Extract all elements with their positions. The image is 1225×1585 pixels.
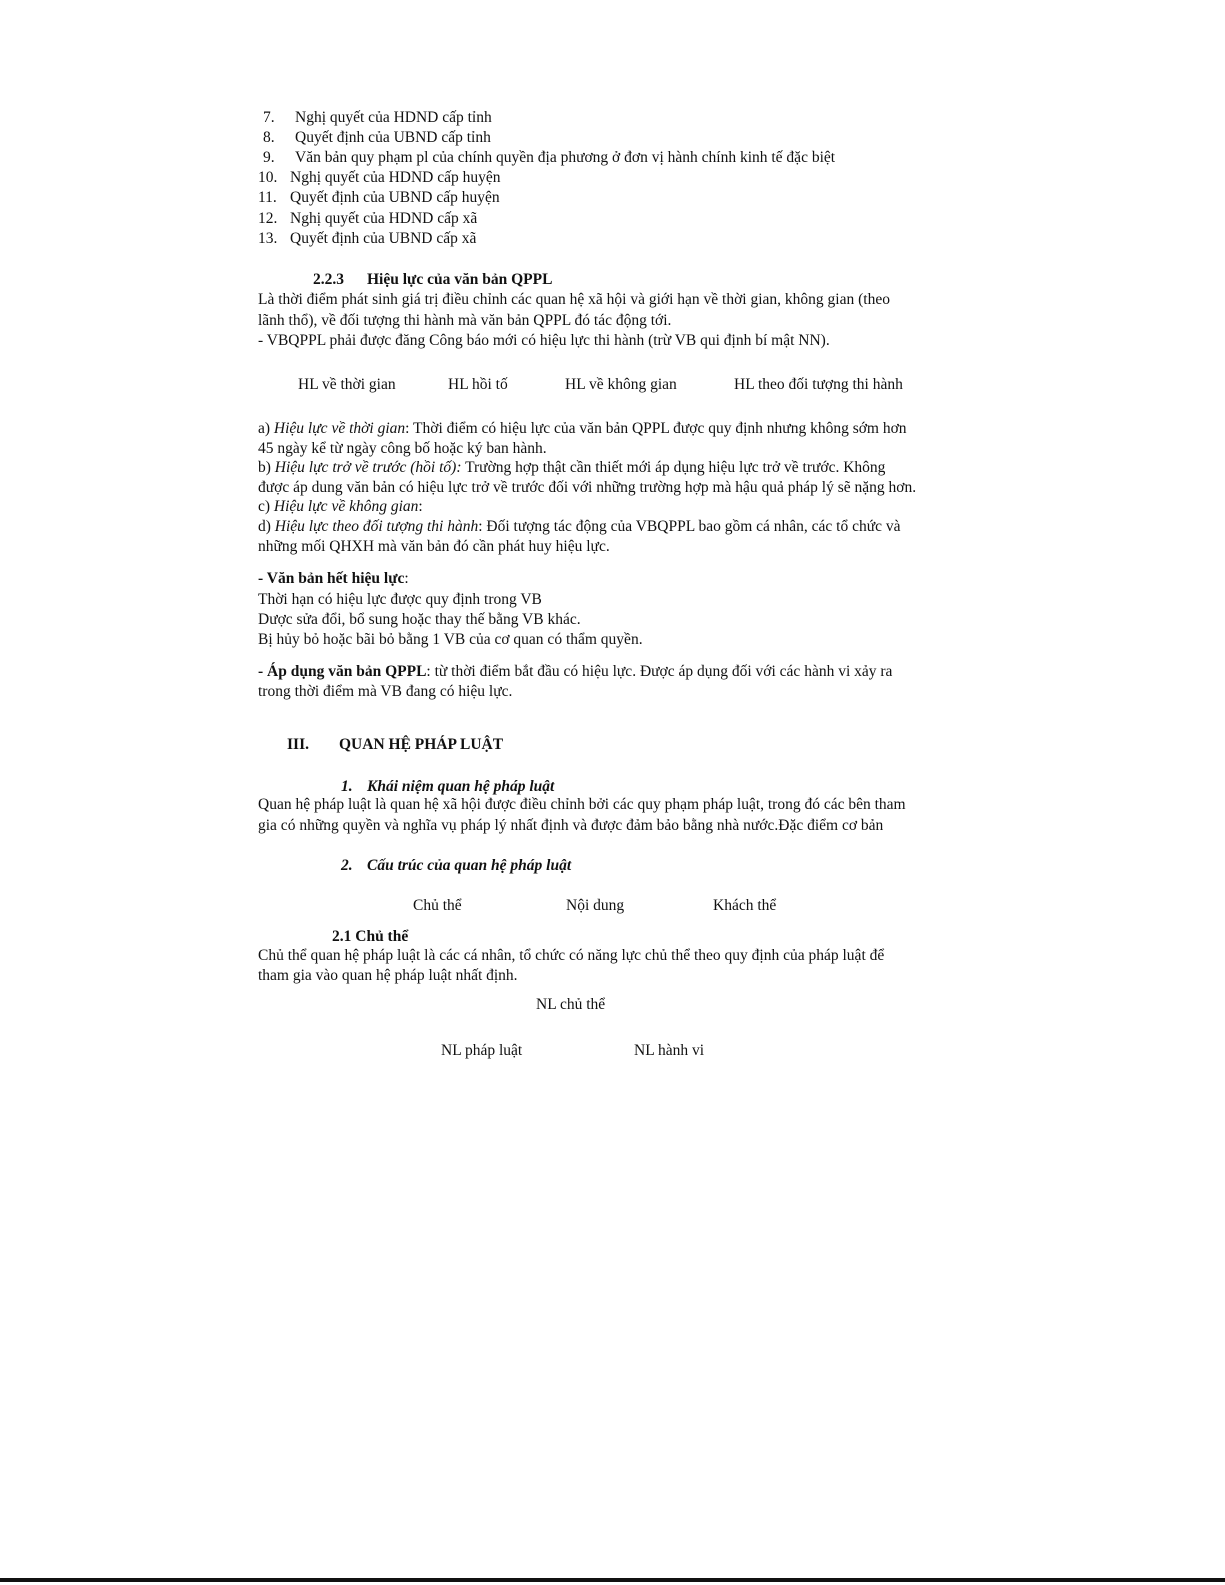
list-number: 9. xyxy=(263,149,275,166)
item-term: Hiệu lực theo đối tượng thi hành xyxy=(274,518,479,535)
list-number: 10. xyxy=(258,169,278,186)
capacity-root-label: NL chủ thể xyxy=(536,996,606,1013)
subsection-title: Cấu trúc của quan hệ pháp luật xyxy=(367,857,572,874)
section-title: Hiệu lực của văn bản QPPL xyxy=(367,271,553,288)
list-number: 7. xyxy=(263,109,275,126)
item-label: a) xyxy=(258,420,274,437)
list-text: Nghị quyết của HDND cấp xã xyxy=(290,210,478,227)
validity-a xyxy=(258,419,907,439)
paragraph-line: Quan hệ pháp luật là quan hệ xã hội được điều chỉnh bởi các quy phạm pháp luật, trong đó các bên tham xyxy=(258,796,906,813)
validity-c xyxy=(258,497,423,517)
subsection-number: 1. xyxy=(341,778,353,795)
list-text: Nghị quyết của HDND cấp huyện xyxy=(290,169,501,186)
capacity-child-label: NL pháp luật xyxy=(441,1042,523,1059)
paragraph-line: 45 ngày kể từ ngày công bố hoặc ký ban hành. xyxy=(258,440,547,457)
list-text: Quyết định của UBND cấp huyện xyxy=(290,189,500,206)
item-label: d) xyxy=(258,518,275,535)
validity-d xyxy=(258,517,901,537)
paragraph-line: - VBQPPL phải được đăng Công báo mới có hiệu lực thi hành (trừ VB qui định bí mật NN). xyxy=(258,332,830,349)
item-term: Hiệu lực về thời gian xyxy=(273,420,406,437)
paragraph-line: lãnh thổ), về đối tượng thi hành mà văn bản QPPL đó tác động tới. xyxy=(258,312,672,329)
section-heading-2-2-3 xyxy=(313,270,552,290)
list-text: Quyết định của UBND cấp xã xyxy=(290,230,477,247)
page-bottom-border xyxy=(0,1578,1225,1582)
apply-paragraph xyxy=(258,662,892,682)
capacity-child-label: NL hành vi xyxy=(634,1042,705,1059)
paragraph-line: tham gia vào quan hệ pháp luật nhất định. xyxy=(258,967,518,984)
structure-label: Chủ thể xyxy=(413,897,462,914)
list-item xyxy=(263,128,491,148)
diagram-label: HL hồi tố xyxy=(448,376,508,393)
section-number: 2.2.3 xyxy=(313,271,344,288)
list-number: 12. xyxy=(258,210,278,227)
expired-item: Dược sửa đổi, bổ sung hoặc thay thế bằng VB khác. xyxy=(258,611,581,628)
section-title: QUAN HỆ PHÁP LUẬT xyxy=(339,736,504,753)
item-text: : xyxy=(418,498,423,515)
list-item xyxy=(258,188,500,208)
paragraph-line: được áp dung văn bản có hiệu lực trở về trước đối với những trường hợp mà hậu quả pháp lý sẽ nặng hơn. xyxy=(258,479,917,496)
expired-colon: : xyxy=(404,570,409,587)
item-text: Trường hợp thật cần thiết mới áp dụng hiệu lực trở về trước. Không xyxy=(461,459,886,476)
section-heading-iii xyxy=(287,735,503,755)
list-item xyxy=(258,229,476,249)
item-term: Hiệu lực về không gian xyxy=(273,498,419,515)
list-number: 11. xyxy=(258,189,277,206)
subsection-heading-1 xyxy=(341,777,554,797)
subsection-heading-2-1: 2.1 Chủ thể xyxy=(332,928,409,945)
expired-label: - Văn bản hết hiệu lực xyxy=(258,570,405,587)
list-item xyxy=(258,168,500,188)
list-text: Văn bản quy phạm pl của chính quyền địa phương ở đơn vị hành chính kinh tế đặc biệt xyxy=(295,149,836,166)
paragraph-line: Là thời điểm phát sinh giá trị điều chỉnh các quan hệ xã hội và giới hạn về thời gian, không gian (theo xyxy=(258,291,890,308)
item-text: : Thời điểm có hiệu lực của văn bản QPPL được quy định nhưng không sớm hơn xyxy=(405,420,907,437)
roman-numeral: III. xyxy=(287,736,309,753)
list-text: Quyết định của UBND cấp tỉnh xyxy=(295,129,491,146)
expired-heading xyxy=(258,569,409,589)
list-text: Nghị quyết của HDND cấp tỉnh xyxy=(295,109,492,126)
subsection-heading-2 xyxy=(341,856,571,876)
apply-label: - Áp dụng văn bản QPPL xyxy=(258,663,427,680)
item-label: c) xyxy=(258,498,274,515)
item-label: b) xyxy=(258,459,275,476)
paragraph-line: Chủ thể quan hệ pháp luật là các cá nhân, tổ chức có năng lực chủ thể theo quy định của pháp luật để xyxy=(258,947,885,964)
paragraph-line: trong thời điểm mà VB đang có hiệu lực. xyxy=(258,683,513,700)
diagram-label: HL về thời gian xyxy=(298,376,396,393)
item-text: : Đối tượng tác động của VBQPPL bao gồm cá nhân, các tổ chức và xyxy=(478,518,901,535)
list-number: 13. xyxy=(258,230,278,247)
structure-label: Nội dung xyxy=(566,897,625,914)
diagram-label: HL về không gian xyxy=(565,376,677,393)
subsection-title: Khái niệm quan hệ pháp luật xyxy=(367,778,555,795)
list-item xyxy=(263,108,492,128)
paragraph-line: những mối QHXH mà văn bản đó cần phát huy hiệu lực. xyxy=(258,538,610,555)
structure-label: Khách thể xyxy=(713,897,777,914)
item-term: Hiệu lực trở về trước (hồi tố): xyxy=(274,459,462,476)
expired-item: Bị hủy bỏ hoặc bãi bỏ bằng 1 VB của cơ quan có thẩm quyền. xyxy=(258,631,643,648)
list-item xyxy=(258,209,477,229)
diagram-label: HL theo đối tượng thi hành xyxy=(734,376,903,393)
paragraph-line: gia có những quyền và nghĩa vụ pháp lý nhất định và được đảm bảo bằng nhà nước.Đặc điểm cơ bản xyxy=(258,817,884,834)
list-number: 8. xyxy=(263,129,275,146)
apply-text: : từ thời điểm bắt đầu có hiệu lực. Được áp dụng đối với các hành vi xảy ra xyxy=(426,663,893,680)
list-item xyxy=(263,148,835,168)
expired-item: Thời hạn có hiệu lực được quy định trong VB xyxy=(258,591,542,608)
validity-b xyxy=(258,458,885,478)
subsection-number: 2. xyxy=(341,857,353,874)
